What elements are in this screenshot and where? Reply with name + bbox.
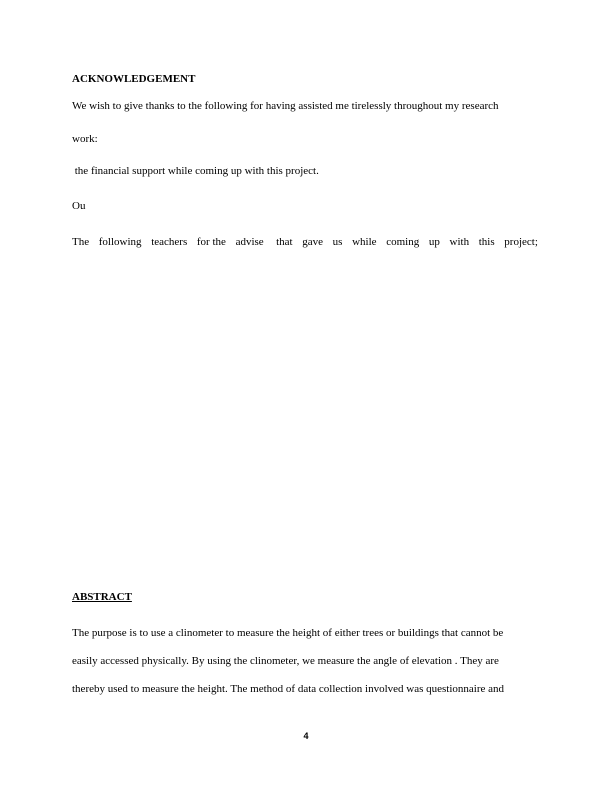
page-number: 4 [303,731,309,741]
partial-text-line: Ou [72,200,86,212]
abstract-heading: ABSTRACT [72,591,132,603]
acknowledgement-paragraph-line: We wish to give thanks to the following for having assisted me tirelessly throughout my research [72,100,499,112]
word: following [98,236,142,248]
word: up [428,236,440,248]
word: us [332,236,343,248]
word: project; [504,236,538,248]
teachers-line [72,236,538,249]
abstract-line: easily accessed physically. By using the clinometer, we measure the angle of elevation . They are [72,655,499,667]
word: that [273,236,293,248]
abstract-line: thereby used to measure the height. The method of data collection involved was questionnaire and [72,683,505,695]
word: coming [386,236,420,248]
word: teachers [151,236,188,248]
word: gave [302,236,323,248]
word: advise [235,236,264,248]
word: The [72,236,90,248]
word: while [352,236,377,248]
financial-support-line: the financial support while coming up with this project. [72,165,319,177]
word: with [449,236,470,248]
acknowledgement-paragraph-line: work: [72,133,98,145]
abstract-line: The purpose is to use a clinometer to measure the height of either trees or buildings that cannot be [72,627,504,639]
word: this [478,236,495,248]
acknowledgement-heading: ACKNOWLEDGEMENT [72,73,196,85]
word: for the [196,236,226,248]
